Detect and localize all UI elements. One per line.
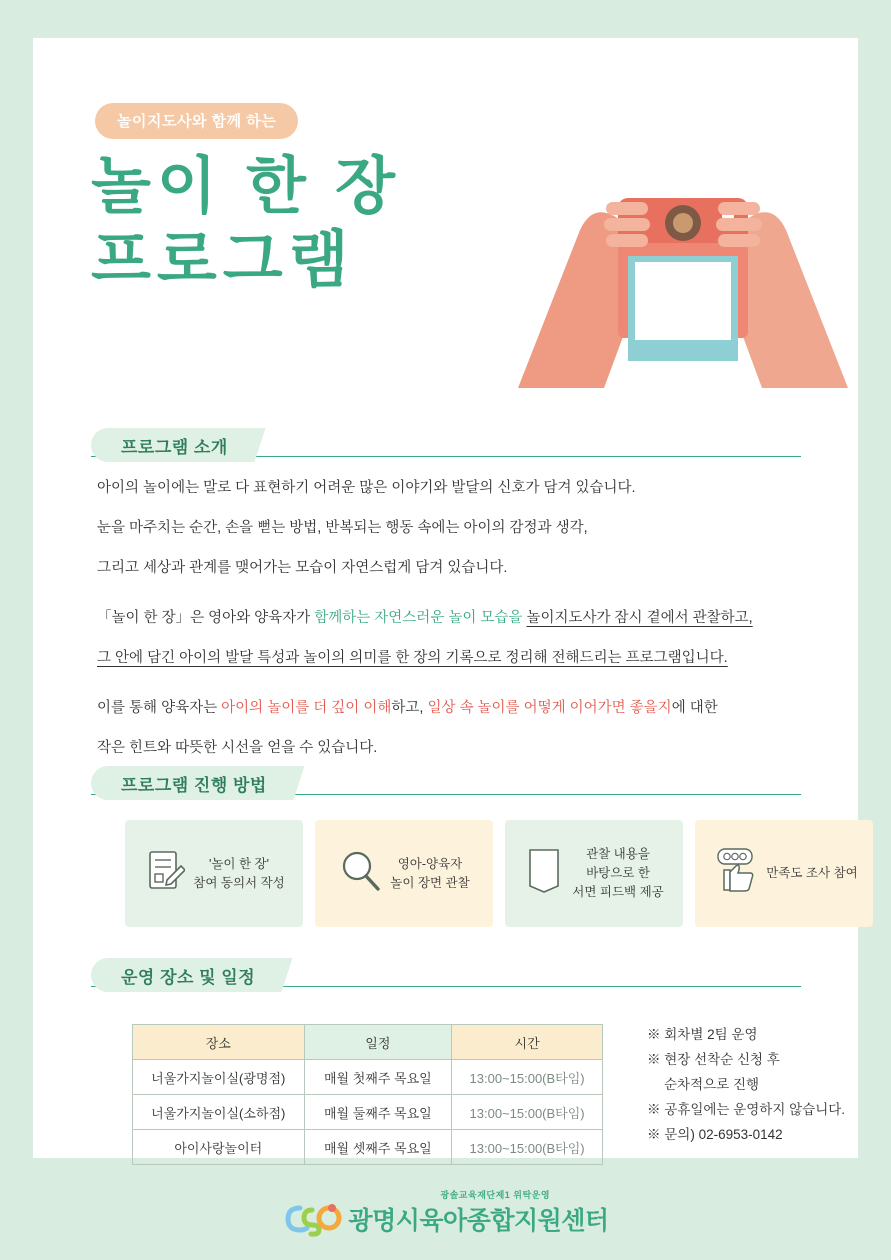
intro-line-1: 아이의 놀이에는 말로 다 표현하기 어려운 많은 이야기와 발달의 신호가 담겨 있습니다. [97,480,636,496]
section-header-venue [91,958,801,992]
intro-p2-underlined: 놀이지도사가 잠시 곁에서 관찰하고, [526,610,753,626]
section-title-method: 프로그램 진행 방법 [91,766,285,800]
method-step-1-label [193,855,284,893]
intro-text [97,474,827,774]
method-step-3-line-3: 서면 피드백 제공 [572,885,664,899]
poster-page [33,38,858,1158]
paper-icon [524,846,564,901]
intro-p2-l2-underlined: 그 안에 담긴 아이의 발달 특성과 놀이의 의미를 한 장의 기록으로 정리해 전해드리는 프로그램입니다. [97,650,728,666]
footer-texts [348,1190,609,1237]
method-step-1-line-1: '놀이 한 장' [208,856,269,871]
method-step-4 [695,820,873,927]
eyebrow-badge: 놀이지도사와 함께 하는 [95,103,298,139]
intro-line-3: 그리고 세상과 관계를 맺어가는 모습이 자연스럽게 담겨 있습니다. [97,560,508,576]
method-step-1-line-2: 참여 동의서 작성 [193,875,285,890]
intro-p2-part-a: 「놀이 한 장」은 영아와 양육자가 [97,610,315,626]
camera-hands-illustration [508,138,858,388]
method-step-4-label [766,864,857,883]
table-row [133,1060,603,1095]
method-step-3-line-1: 관찰 내용을 [586,847,650,861]
table-header-schedule: 일정 [304,1025,452,1060]
cell-time: 13:00~15:00(B타임) [452,1130,603,1165]
cell-schedule: 매월 셋째주 목요일 [304,1130,452,1165]
table-header-time: 시간 [452,1025,603,1060]
method-step-3-line-2: 바탕으로 한 [586,866,650,880]
thumbs-up-stars-icon [710,846,758,901]
page-title [91,150,561,298]
method-step-2-line-2: 놀이 장면 관찰 [390,875,470,890]
method-step-3 [505,820,683,927]
method-step-2-label [390,855,469,893]
cell-place: 너울가지놀이실(소하점) [133,1095,305,1130]
footer-subtitle: 광솔교육재단제1 위탁운영 [440,1190,551,1200]
intro-paragraph-3-line-2: 작은 힌트와 따뜻한 시선을 얻을 수 있습니다. [97,740,378,756]
note-3: ※ 공휴일에는 운영하지 않습니다. [647,1102,846,1117]
cell-place: 아이사랑놀이터 [133,1130,305,1165]
title-line-1: 놀이 한 장 [91,152,402,221]
intro-p3-highlight-2: 일상 속 놀이를 어떻게 이어가면 좋을지 [427,700,672,716]
cell-time: 13:00~15:00(B타임) [452,1095,603,1130]
section-title-venue: 운영 장소 및 일정 [91,958,273,992]
intro-paragraph-2 [97,604,827,632]
note-4: ※ 문의) 02-6953-0142 [647,1127,783,1142]
intro-paragraph-2-line-2 [97,644,827,672]
table-row [133,1095,603,1130]
table-header-row [133,1025,603,1060]
section-title-intro: 프로그램 소개 [91,428,246,462]
intro-paragraph-3 [97,694,827,722]
intro-p3-part-b: 하고, [391,700,428,716]
method-steps [125,820,873,927]
intro-p3-highlight-1: 아이의 놀이를 더 깊이 이해 [221,700,392,716]
note-2: ※ 현장 선착순 신청 후 [647,1052,780,1067]
intro-p2-highlight: 함께하는 자연스러운 놀이 모습을 [314,610,523,626]
method-step-1 [125,820,303,927]
title-line-2: 프로그램 [91,226,355,295]
cell-place: 너울가지놀이실(광명점) [133,1060,305,1095]
notes-list [647,1022,867,1147]
method-step-2 [315,820,493,927]
cell-schedule: 매월 첫째주 목요일 [304,1060,452,1095]
cell-time: 13:00~15:00(B타임) [452,1060,603,1095]
table-header-place: 장소 [133,1025,305,1060]
note-1: ※ 회차별 2팀 운영 [647,1027,758,1042]
footer [0,1190,891,1240]
intro-line-2: 눈을 마주치는 순간, 손을 뻗는 방법, 반복되는 행동 속에는 아이의 감정과 생각, [97,520,588,536]
footer-title: 광명시육아종합지원센터 [348,1207,609,1235]
intro-p3-part-a: 이를 통해 양육자는 [97,700,222,716]
schedule-table [132,1024,603,1165]
document-pen-icon [143,847,185,900]
section-header-intro [91,428,801,462]
table-row [133,1130,603,1165]
method-step-2-line-1: 영아-양육자 [397,856,463,871]
intro-p3-part-c: 에 대한 [671,700,718,716]
section-header-method [91,766,801,800]
cell-schedule: 매월 둘째주 목요일 [304,1095,452,1130]
note-2-continued: 순차적으로 진행 [664,1077,760,1092]
magnifier-icon [338,848,382,899]
method-step-3-label [572,845,663,902]
center-logo-icon [282,1198,342,1240]
method-step-4-line-1: 만족도 조사 참여 [766,866,858,880]
